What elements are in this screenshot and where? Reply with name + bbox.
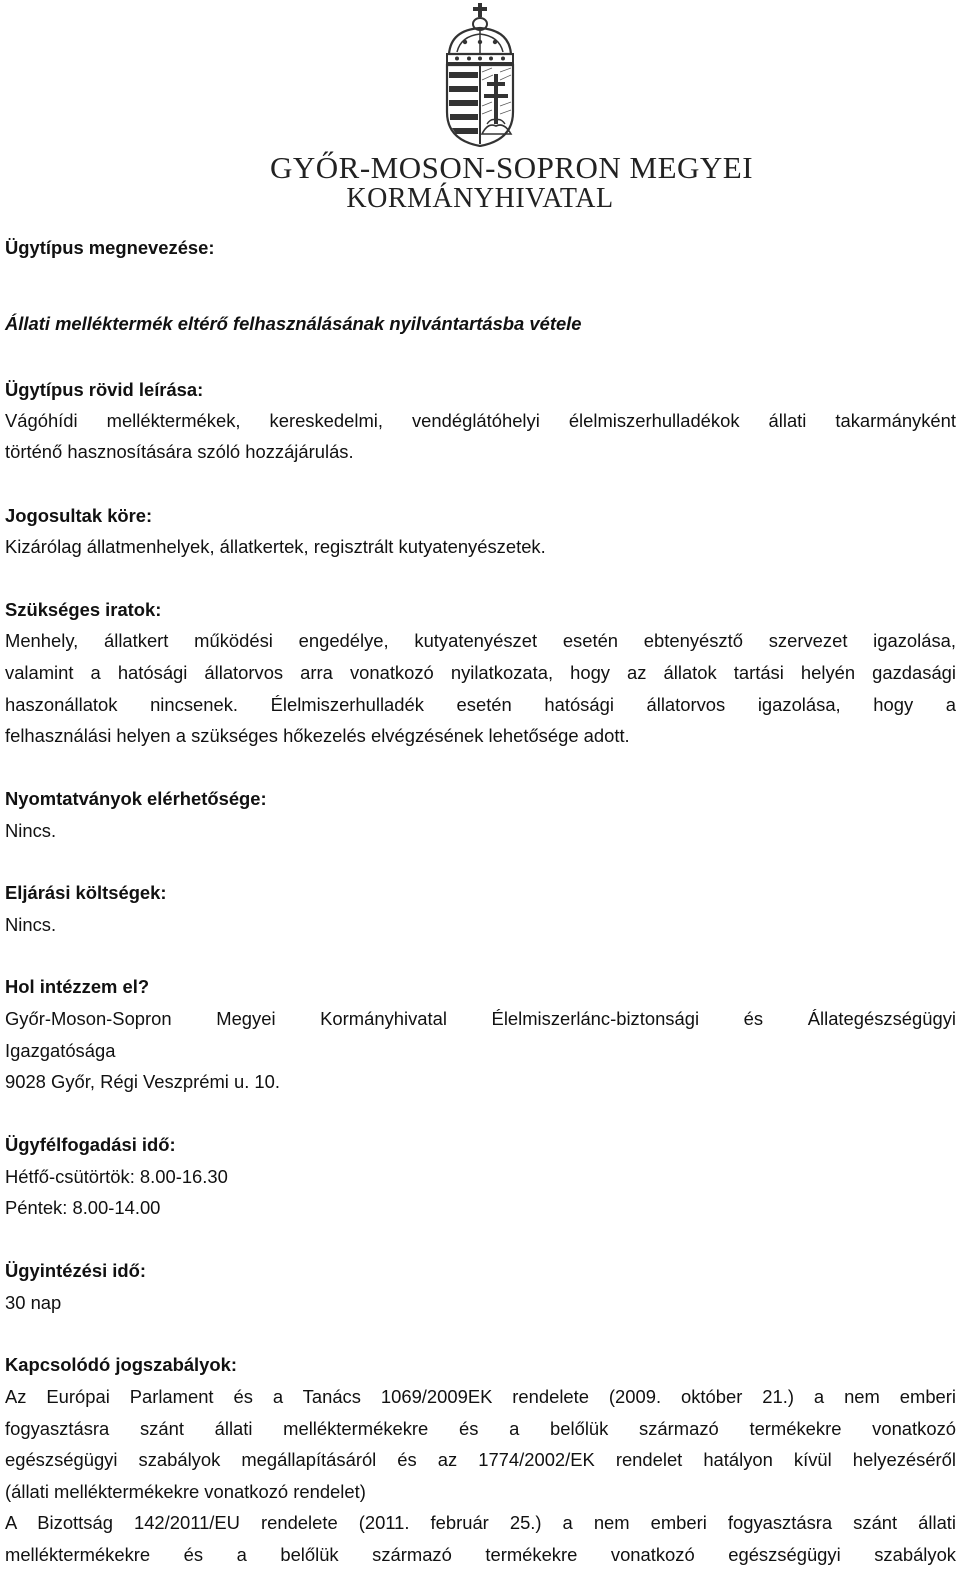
where-line: 9028 Győr, Régi Veszprémi u. 10.: [5, 1071, 280, 1092]
documents-line: felhasználási helyen a szükséges hőkezelés elvégzésének lehetősége adott.: [5, 725, 630, 746]
hours-line: Péntek: 8.00-14.00: [5, 1197, 161, 1218]
short-desc-line: Vágóhídi melléktermékek, kereskedelmi, vendéglátóhelyi élelmiszerhulladékok állati takarmányként: [5, 410, 956, 431]
costs-heading: Eljárási költségek:: [5, 882, 167, 903]
office-name-line2: KORMÁNYHIVATAL: [346, 183, 614, 214]
law-line: fogyasztásra szánt állati melléktermékekre és a belőlük származó termékekre vonatkozó: [5, 1418, 956, 1439]
documents-line: haszonállatok nincsenek. Élelmiszerhulladék esetén hatósági állatorvos igazolása, hogy a: [5, 694, 956, 715]
forms-text: Nincs.: [5, 820, 57, 841]
hungarian-coat-of-arms-icon: [443, 2, 517, 147]
law-line: Az Európai Parlament és a Tanács 1069/2009EK rendelete (2009. október 21.) a nem emberi: [5, 1386, 956, 1407]
hours-heading: Ügyfélfogadási idő:: [5, 1134, 176, 1155]
case-type-title: Állati melléktermék eltérő felhasználásának nyilvántartásba vétele: [5, 313, 582, 334]
short-desc-line: történő hasznosítására szóló hozzájárulás.: [5, 441, 354, 462]
law-line: melléktermékekre és a belőlük származó termékekre vonatkozó egészségügyi szabályok: [5, 1544, 956, 1565]
eligible-text: Kizárólag állatmenhelyek, állatkertek, regisztrált kutyatenyészetek.: [5, 536, 546, 557]
office-name-line1: GYŐR-MOSON-SOPRON MEGYEI: [270, 150, 754, 185]
documents-line: Menhely, állatkert működési engedélye, kutyatenyészet esetén ebtenyésztő szervezet igazolása,: [5, 630, 956, 651]
eligible-heading: Jogosultak köre:: [5, 505, 153, 526]
case-type-heading: Ügytípus megnevezése:: [5, 237, 215, 258]
document-header: [0, 0, 960, 215]
hours-line: Hétfő-csütörtök: 8.00-16.30: [5, 1166, 228, 1187]
law-line: egészségügyi szabályok megállapításáról és az 1774/2002/EK rendelet hatályon kívül helyezéséről: [5, 1449, 956, 1470]
office-name: [270, 150, 754, 214]
forms-heading: Nyomtatványok elérhetősége:: [5, 788, 267, 809]
where-heading: Hol intézzem el?: [5, 976, 150, 997]
law-heading: Kapcsolódó jogszabályok:: [5, 1354, 237, 1375]
documents-line: valamint a hatósági állatorvos arra vonatkozó nyilatkozata, hogy az állatok tartási helyén gazdasági: [5, 662, 956, 683]
processing-text: 30 nap: [5, 1292, 62, 1313]
documents-heading: Szükséges iratok:: [5, 599, 162, 620]
law-line: A Bizottság 142/2011/EU rendelete (2011. február 25.) a nem emberi fogyasztásra szánt állati: [5, 1512, 956, 1533]
short-desc-heading: Ügytípus rövid leírása:: [5, 379, 204, 400]
costs-text: Nincs.: [5, 914, 57, 935]
where-line: Igazgatósága: [5, 1040, 116, 1061]
processing-heading: Ügyintézési idő:: [5, 1260, 147, 1281]
law-line: (állati melléktermékekre vonatkozó rendelet): [5, 1481, 366, 1502]
where-line: Győr-Moson-Sopron Megyei Kormányhivatal Élelmiszerlánc-biztonsági és Állategészségügyi: [5, 1008, 956, 1029]
